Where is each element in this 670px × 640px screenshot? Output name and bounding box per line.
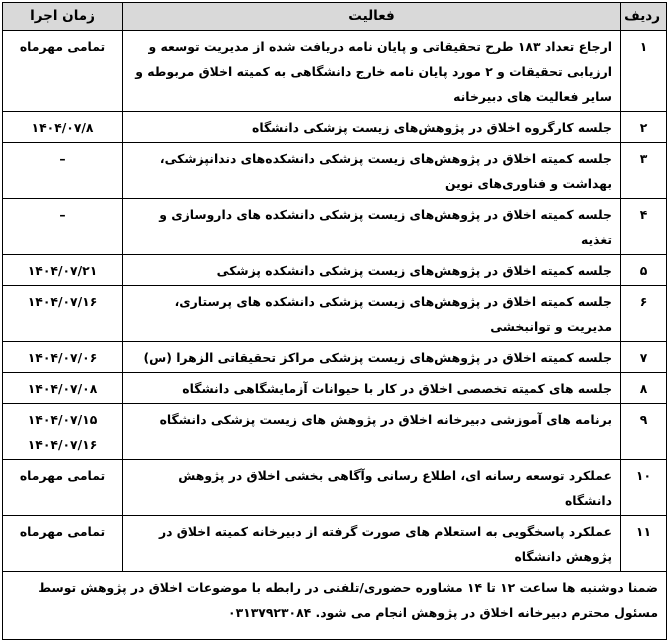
activity-cell: جلسه کارگروه اخلاق در پژوهش‌های زیست پزشکی دانشگاه [123, 112, 621, 143]
date-cell [3, 516, 123, 572]
date-value: ۱۴۰۴/۰۷/۱۶ [27, 294, 98, 309]
table-row [3, 286, 667, 342]
footer-row [3, 572, 667, 640]
activity-cell: جلسه کمیته اخلاق در پژوهش‌های زیست پزشکی دانشکده پزشکی [123, 255, 621, 286]
row-number: ۳ [621, 143, 667, 199]
row-number: ۸ [621, 373, 667, 404]
activity-cell: جلسه کمیته اخلاق در پژوهش‌های زیست پزشکی دانشکده های داروسازی و تغذیه [123, 199, 621, 255]
table-row [3, 255, 667, 286]
date-cell [3, 404, 123, 460]
activity-cell: ارجاع تعداد ۱۸۳ طرح تحقیقاتی و پایان نامه دریافت شده از مدیریت توسعه و ارزیابی تحقیقات و ۲ مورد پایان نامه خارج دانشگاهی به کمیته اخلاق مربوطه و سایر فعالیت های دبیرخانه [123, 31, 621, 112]
header-activity: فعالیت [123, 3, 621, 31]
header-row-number: ردیف [621, 3, 667, 31]
activity-cell: جلسه کمیته اخلاق در پژوهش‌های زیست پزشکی دانشکده‌های دندانپزشکی، بهداشت و فناوری‌های نوین [123, 143, 621, 199]
date-cell [3, 199, 123, 255]
row-number: ۱۰ [621, 460, 667, 516]
row-number: ۲ [621, 112, 667, 143]
date-value: ۱۴۰۴/۰۷/۱۶ [27, 437, 98, 452]
footer-note: ضمنا دوشنبه ها ساعت ۱۲ تا ۱۴ مشاوره حضوری/تلفنی در رابطه با موضوعات اخلاق در پژوهش توسط مسئول محترم دبیرخانه اخلاق در پژوهش انجام می شود. ۰۳۱۳۷۹۲۳۰۸۴ [3, 572, 667, 640]
table-body [3, 31, 667, 572]
activity-cell: برنامه های آموزشی دبیرخانه اخلاق در پژوهش های زیست پزشکی دانشگاه [123, 404, 621, 460]
date-value: – [59, 207, 66, 222]
row-number: ۱۱ [621, 516, 667, 572]
date-cell [3, 342, 123, 373]
date-value: ۱۴۰۴/۰۷/۲۱ [27, 263, 98, 278]
date-cell [3, 143, 123, 199]
row-number: ۱ [621, 31, 667, 112]
table-row [3, 516, 667, 572]
row-number: ۴ [621, 199, 667, 255]
header-date: زمان اجرا [3, 3, 123, 31]
date-value: ۱۴۰۴/۰۷/۸ [31, 120, 94, 135]
table-row [3, 404, 667, 460]
activity-cell: عملکرد توسعه رسانه ای، اطلاع رسانی وآگاهی بخشی اخلاق در پژوهش دانشگاه [123, 460, 621, 516]
date-cell [3, 460, 123, 516]
activity-table [2, 2, 667, 640]
row-number: ۹ [621, 404, 667, 460]
row-number: ۷ [621, 342, 667, 373]
table-row [3, 342, 667, 373]
activity-cell: جلسه کمیته اخلاق در پژوهش‌های زیست پزشکی دانشکده های پرستاری، مدیریت و توانبخشی [123, 286, 621, 342]
date-value: ۱۴۰۴/۰۷/۰۶ [27, 350, 98, 365]
table-row [3, 112, 667, 143]
date-cell [3, 286, 123, 342]
date-value: تمامی مهرماه [19, 468, 106, 483]
table-row [3, 199, 667, 255]
row-number: ۶ [621, 286, 667, 342]
date-cell [3, 112, 123, 143]
table-row [3, 31, 667, 112]
date-cell [3, 31, 123, 112]
table-row [3, 373, 667, 404]
activity-cell: عملکرد پاسخگویی به استعلام های صورت گرفته از دبیرخانه کمیته اخلاق در پژوهش دانشگاه [123, 516, 621, 572]
date-value: تمامی مهرماه [19, 524, 106, 539]
date-cell [3, 373, 123, 404]
date-value: ۱۴۰۴/۰۷/۱۵ [27, 412, 98, 427]
table-row [3, 143, 667, 199]
date-value: – [59, 151, 66, 166]
date-cell [3, 255, 123, 286]
table-row [3, 460, 667, 516]
activity-cell: جلسه های کمیته تخصصی اخلاق در کار با حیوانات آزمایشگاهی دانشگاه [123, 373, 621, 404]
header-row [3, 3, 667, 31]
date-value: ۱۴۰۴/۰۷/۰۸ [27, 381, 98, 396]
row-number: ۵ [621, 255, 667, 286]
activity-cell: جلسه کمیته اخلاق در پژوهش‌های زیست پزشکی مراکز تحقیقاتی الزهرا (س) [123, 342, 621, 373]
date-value: تمامی مهرماه [19, 39, 106, 54]
